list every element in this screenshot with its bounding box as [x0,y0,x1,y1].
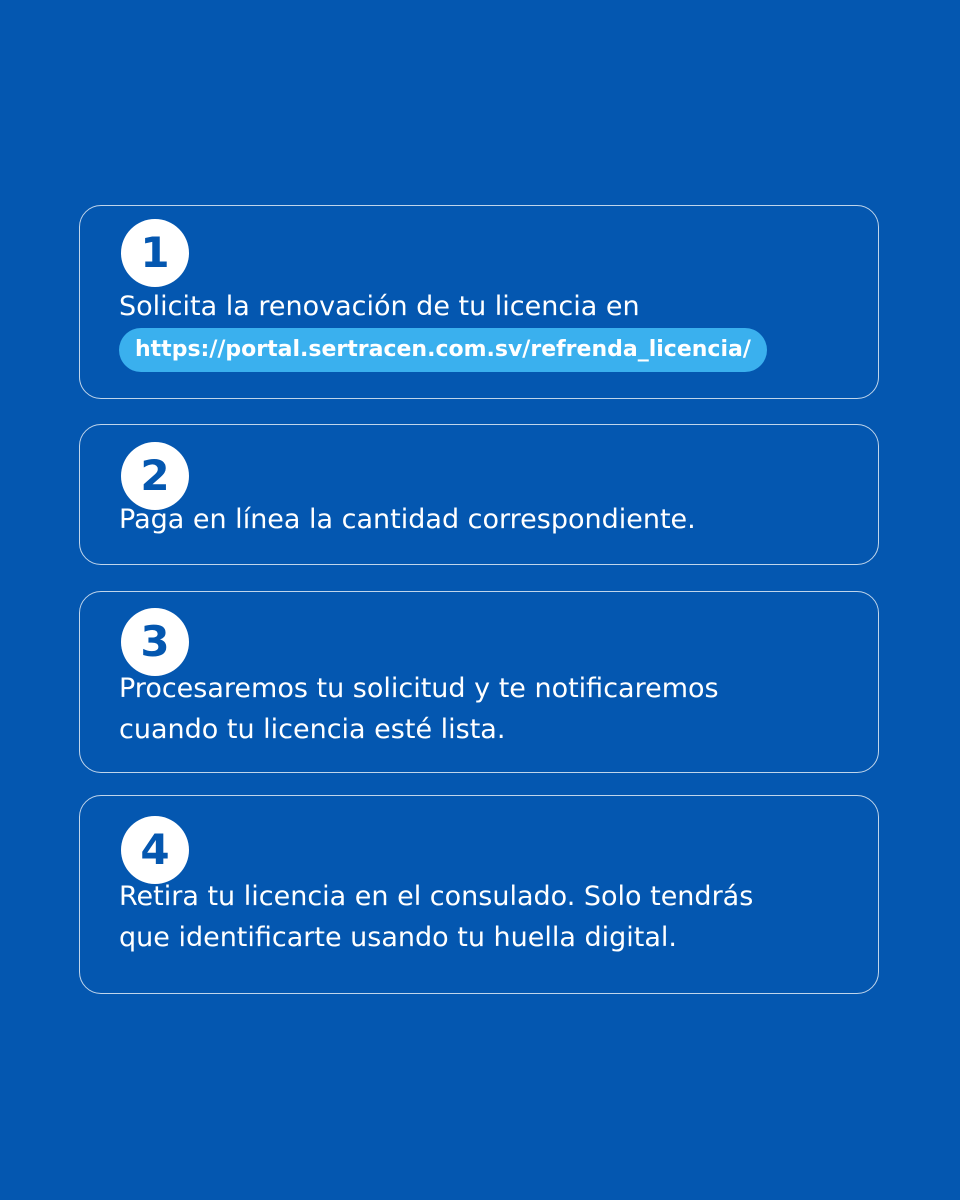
step-text-line: cuando tu licencia esté lista. [119,714,506,745]
step-text-1 [119,286,867,327]
step-text-line: Paga en línea la cantidad correspondiente. [119,504,696,535]
step-text-3 [119,668,867,750]
step-text-4 [119,876,867,958]
step-card-4 [79,795,879,994]
step-text-line: Retira tu licencia en el consulado. Solo tendrás [119,881,754,912]
step-text-line: Procesaremos tu solicitud y te notificaremos [119,673,719,704]
step-number-4: 4 [121,816,189,884]
renewal-portal-link[interactable]: https://portal.sertracen.com.sv/refrenda_licencia/ [119,328,767,372]
step-text-2 [119,499,867,540]
step-card-3 [79,591,879,773]
step-card-1 [79,205,879,399]
step-text-line: Solicita la renovación de tu licencia en [119,291,640,322]
step-card-2 [79,424,879,565]
step-number-3: 3 [121,608,189,676]
step-text-line: que identificarte usando tu huella digital. [119,922,677,953]
step-number-2: 2 [121,442,189,510]
step-number-1: 1 [121,219,189,287]
